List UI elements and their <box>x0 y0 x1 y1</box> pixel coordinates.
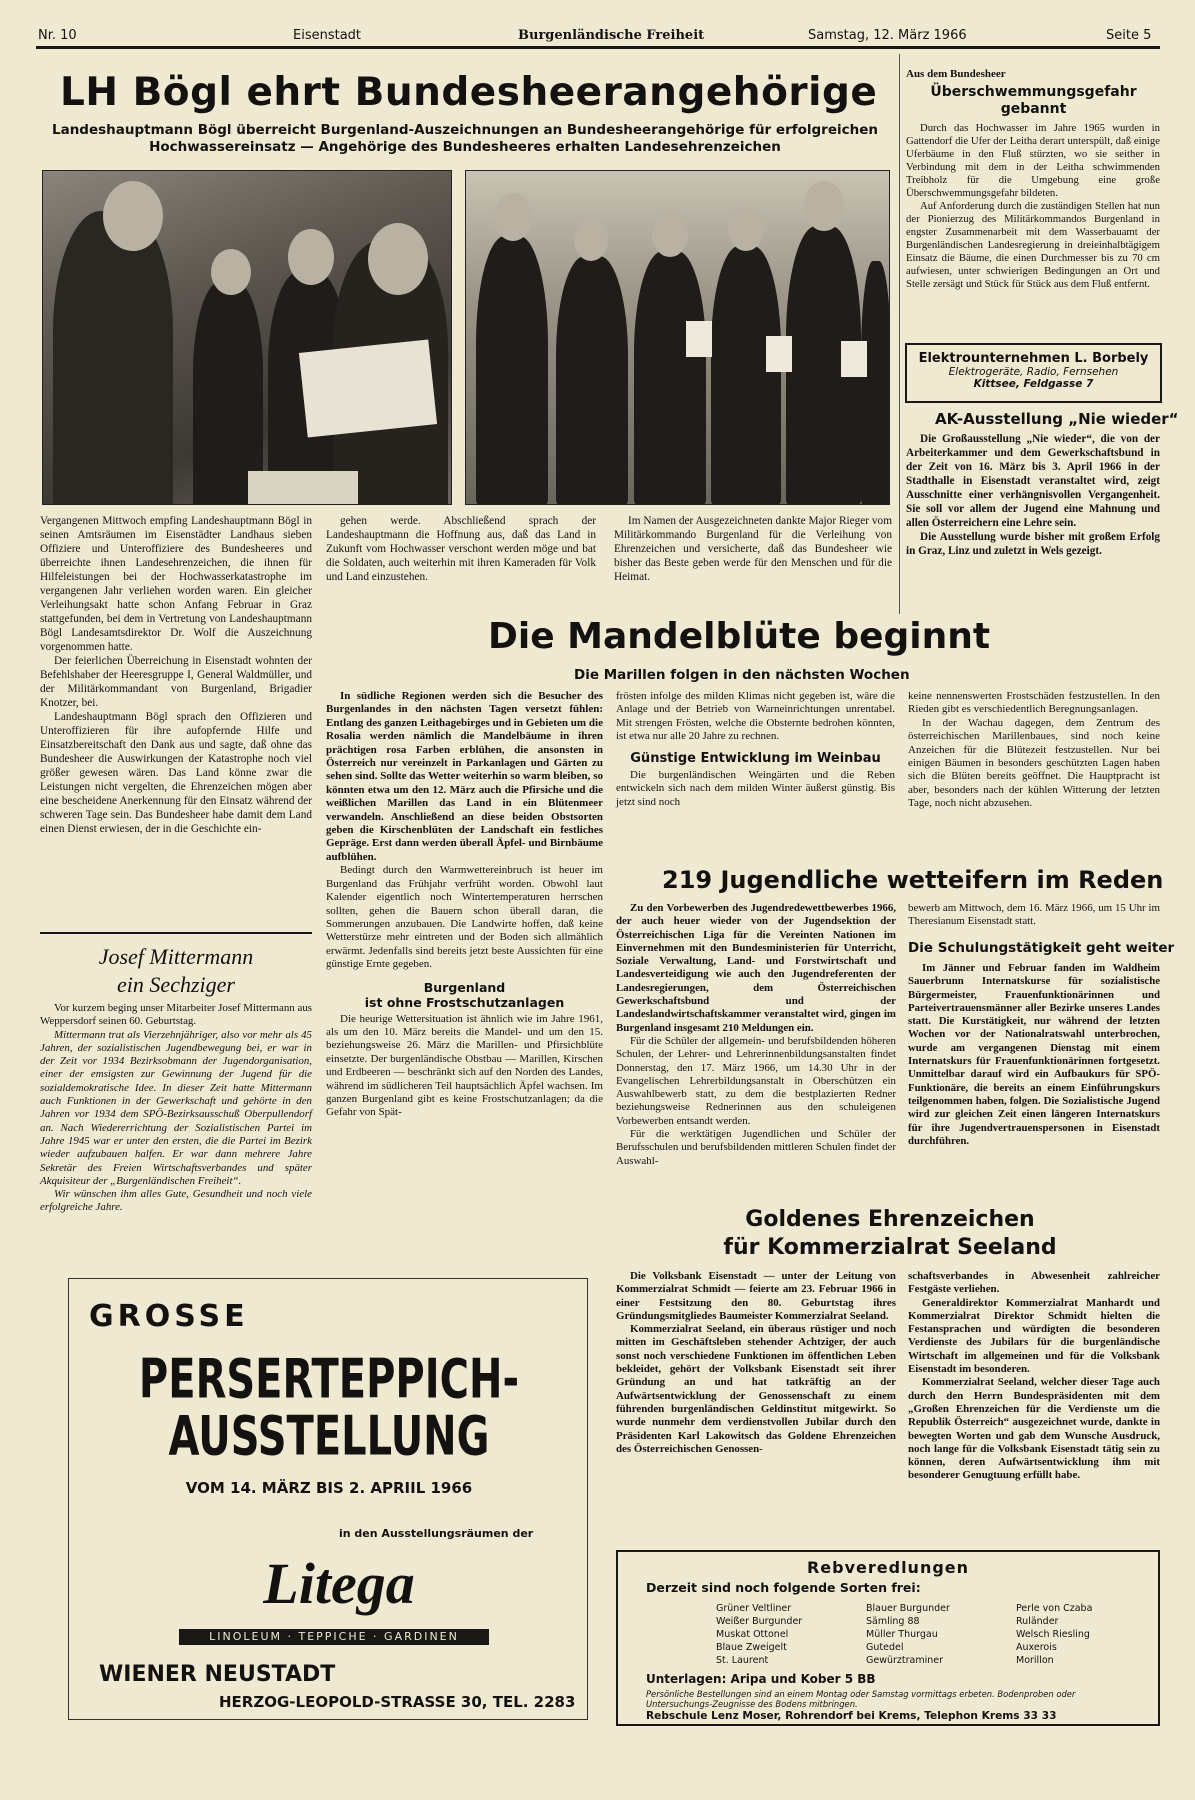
jugend-para: Für die werktätigen Jugendlichen und Schüler der Berufsschulen und berufsbildenden mittleren Schulen findet der Auswahl- <box>616 1128 896 1167</box>
seeland-para: Generaldirektor Kommerzialrat Manhardt und Kommerzialrat Direktor Schmidt hielten die Festansprachen und würdigten die besonderen Verdienste des Jubilars für die burgenländische Wirtschaft im allgemeinen und für die Volksbank Eisenstadt im besonderen. <box>908 1296 1160 1376</box>
ak-title: AK-Ausstellung „Nie wieder“ <box>935 410 1179 428</box>
mittermann-text <box>40 1002 312 1215</box>
mittermann-p3: Wir wünschen ihm alles Gute, Gesundheit und noch viele erfolgreiche Jahre. <box>40 1188 312 1214</box>
borbely-line1: Elektrogeräte, Radio, Fernsehen <box>948 366 1119 378</box>
ak-paragraph: Die Ausstellung wurde bisher mit großem Erfolg in Graz, Linz und zuletzt in Wels gezeigt. <box>906 531 1160 557</box>
reb-contact: Rebschule Lenz Moser, Rohrendorf bei Krems, Telephon Krems 33 33 <box>646 1710 1057 1722</box>
mandel-para: frösten infolge des milden Klimas nicht gegeben ist, wäre die Anlage und der Betrieb von Warneinrichtungen unrentabel. Mit strengen Frösten, welche die Obsternte bedrohen könnten, ist etwa nur alle 20 Jahre zu rechnen. <box>616 690 895 743</box>
lead-paragraph: Vergangenen Mittwoch empfing Landeshauptmann Bögl in seinen Amtsräumen im Eisenstädter Landhaus sieben Offiziere und Unteroffiziere des Bundesheeres und überreichte ihnen Landesehrenzeichen, die ihnen für Hilfeleistungen bei der Hochwasserkatastrophe im vergangenen Jahr verliehen worden waren. Ein gleicher Verleihungsakt hatte schon Anfang Februar in Graz stattgefunden, bei dem in Vertretung von Landeshauptmann Bögl Landesamtsdirektor Dr. Wolf die Auszeichnung vorgenommen hatte. <box>40 515 312 653</box>
ak-paragraph: Die Großausstellung „Nie wieder“, die von der Arbeiterkammer und dem Gewerkschaftsbund in der Zeit von 16. März bis 3. April 1966 in der Stadthalle in Eisenstadt veranstaltet wird, zeigt Ausschnitte einer verhängnisvollen Vergangenheit. Sie soll vor allem der Jugend eine Mahnung und allen Österreichern eine Lehre sein. <box>906 433 1160 529</box>
mandel-col-3 <box>908 690 1160 811</box>
reb-sort: Perle von Czaba <box>1016 1603 1093 1614</box>
reb-sort: Blaue Zweigelt <box>716 1642 787 1653</box>
ad-rebveredlungen <box>616 1550 1160 1726</box>
reb-sort: Müller Thurgau <box>866 1629 938 1640</box>
reb-title: Rebveredlungen <box>806 1558 970 1577</box>
mandel-headline: Die Mandelblüte beginnt <box>488 616 991 657</box>
mandel-col-2 <box>616 690 895 809</box>
mittermann-p1: Vor kurzem beging unser Mitarbeiter Josef Mittermann aus Weppersdorf seinen 60. Geburtstag. <box>40 1002 312 1028</box>
reb-sort: Gutedel <box>866 1642 904 1653</box>
jugend-headline: 219 Jugendliche wetteifern im Reden <box>662 866 1164 894</box>
flood-title: Überschwemmungsgefahr gebannt <box>930 84 1137 117</box>
lead-column-3: Im Namen der Ausgezeichneten dankte Major Rieger vom Militärkommando Burgenland für die Verleihung von Ehrenzeichen und versicherte, daß das Bundesheer wie bisher das Beste geben werde für den Menschen und für die Heimat. <box>614 515 892 583</box>
mandel-subhead: Die Marillen folgen in den nächsten Wochen <box>574 667 910 683</box>
photo-officers-lineup <box>465 170 890 505</box>
schulung-title: Die Schulungstätigkeit geht weiter <box>908 940 1175 956</box>
teppich-l3: AUSSTELLUNG <box>168 1406 490 1469</box>
mandel-para: Die burgenländischen Weingärten und die Reben entwickeln sich nach dem milden Winter äußerst günstig. Bis jetzt sind noch <box>616 769 895 808</box>
schulung-text: Im Jänner und Februar fanden im Waldheim Sauerbrunn Internatskurse für sozialistische Bürgermeister, Frauenfunktionärinnen und Parteivertrauensmänner aller Bezirke unseres Landes statt. Die Kurstätigkeit, nur während der letzten Wochen vor der Nationalratswahl unterbrochen, wurde am vergangenen Dienstag mit einem Internatskurs für Frauenfunktionärinnen fortgesetzt. Unmittelbar darauf wird ein Aufbaukurs für SPÖ-Funktionäre, die bereits an einem Einführungskurs teilgenommen haben, folgen. Die Sozialistische Jugend wird zur gleichen Zeit einen längeren Internatskurs für ihre Jugendvertrauenspersonen in Eisenstadt durchführen. <box>908 962 1160 1147</box>
seeland-col-2 <box>908 1270 1160 1483</box>
photo-award-ceremony <box>42 170 452 505</box>
reb-col-2 <box>866 1602 950 1667</box>
ad-perserteppich <box>68 1278 588 1720</box>
flood-paragraph: Auf Anforderung durch die zuständigen Stellen hat nun der Pionierzug des Militärkommandos Burgenland in engster Zusammenarbeit mit dem Wasserbauamt der Burgenländischen Landesregierung in dreieinhalbtägigem Einsatz die Bäume, die einen Durchmesser bis zu 70 cm aufwiesen, unter schwierigen Bedingungen an Ort und Stelle zersägt und Stück für Stück aus dem Fluß entfernt. <box>906 200 1160 290</box>
mittermann-title-1: Josef Mittermann <box>98 944 254 969</box>
seeland-headline-1: Goldenes Ehrenzeichen <box>745 1207 1035 1232</box>
mandel-para: In der Wachau dagegen, dem Zentrum des österreichischen Marillenbaues, sind noch keine Anzeichen für die Blütezeit festzustellen. Nur bei einigen Bäumen in besonders geschützten Lagen haben sich die Blüten bereits geöffnet. Die Hauptpracht ist aber, besonders nach der kühlen Witterung der letzten Tage, noch nicht abzusehen. <box>908 716 1160 810</box>
reb-sort: Ruländer <box>1016 1616 1059 1627</box>
lead-paragraph: Landeshauptmann Bögl sprach den Offizieren und Unteroffizieren für ihre aufopfernde Hilfe und Einsatzbereitschaft den Dank aus und sagte, daß ohne das Bundesheer die Auswirkungen der Katastrophe noch viel größer gewesen wären. Das Land könne zwar die Leistungen nicht vergelten, die Ehrenzeichen mögen aber eine bescheidene Anerkennung für den Einsatz während der schweren Tage sein. Das Bundesheer habe damit dem Land einen Dienst erwiesen, der in die Geschichte ein- <box>40 711 312 835</box>
lead-paragraph: Der feierlichen Überreichung in Eisenstadt wohnten der Befehlshaber der Heeresgruppe I, General Waldmüller, und der Militärkommandant von Burgenland, Brigadier Knotzer, bei. <box>40 655 312 709</box>
reb-col-3 <box>1016 1602 1092 1667</box>
teppich-l5: in den Ausstellungsräumen der <box>339 1527 534 1540</box>
teppich-city: WIENER NEUSTADT <box>99 1662 336 1687</box>
lead-column-2: gehen werde. Abschließend sprach der Landeshauptmann die Hoffnung aus, daß das Land in Zukunft vom Hochwasser verschont werden möge und bat die Soldaten, auch weiterhin mit ihren Kameraden für Volk und Land einzustehen. <box>326 515 596 583</box>
mandel-para: keine nennenswerten Frostschäden festzustellen. In den Rieden gibt es verschiedentlich Beregnungsanlagen. <box>908 690 1160 716</box>
flood-paragraph: Durch das Hochwasser im Jahre 1965 wurden in Gattendorf die Ufer der Leitha derart unterspült, daß einige Uferbäume in den Fluß stürzten, wo sie seither in Verbindung mit dem in der Leitha schwimmenden Treibholz für die Umgebung eine große Überschwemmungsgefahr bildeten. <box>906 122 1160 199</box>
ak-text <box>906 432 1160 558</box>
header-rule <box>36 46 1160 49</box>
reb-sort: Sämling 88 <box>866 1616 920 1627</box>
lead-column-1 <box>40 514 312 836</box>
seeland-col-1 <box>616 1270 896 1456</box>
seeland-para: Kommerzialrat Seeland, ein überaus rüstiger und noch mitten im Geschäftsleben stehender Achtziger, der auch sonst noch verschiedene Funktionen im öffentlichen Leben bekleidet, gehört der Volksbank Eisenstadt seit ihrer Gründung an und hat tatkräftig an der Aufwärtsentwicklung der Genossenschaft zu einem führenden burgenländischen Geldinstitut mitgewirkt. So wurde nunmehr dem verdienstvollen Jubilar durch den Präsidenten Karl Lakowitsch das Goldene Ehrenzeichen des Österreichischen Genossen- <box>616 1323 896 1455</box>
column-rule <box>899 54 900 614</box>
lead-headline: LH Bögl ehrt Bundesheerangehörige <box>60 70 878 115</box>
jugend-para: Für die Schüler der allgemein- und berufsbildenden höheren Schulen, der Lehrer- und Lehrerinnenbildungsanstalten findet Donnerstag, den 17. März 1966, um 14.30 Uhr in der Evangelischen Lehrerbildungsanstalt in Oberschützen ein Auswahlbewerb statt, zu dem die bestplazierten Redner beziehungsweise Rednerinnen aus den schuleigenen Vorbewerben entsandt werden. <box>616 1034 896 1127</box>
reb-sort: Welsch Riesling <box>1016 1629 1090 1640</box>
reb-col-1 <box>716 1602 802 1667</box>
reb-sort: Weißer Burgunder <box>716 1616 803 1627</box>
reb-sort: Grüner Veltliner <box>716 1603 792 1614</box>
jugend-cont: bewerb am Mittwoch, dem 16. März 1966, um 15 Uhr im Theresianum Eisenstadt statt. <box>908 902 1160 928</box>
mandel-sub2a: Burgenland <box>423 979 506 995</box>
header-date: Samstag, 12. März 1966 <box>808 28 967 43</box>
masthead: Burgenländische Freiheit <box>518 28 705 43</box>
teppich-l4: VOM 14. MÄRZ BIS 2. APRIIL 1966 <box>185 1479 473 1497</box>
mandel-para: Die heurige Wettersituation ist ähnlich wie im Jahre 1961, als um den 10. März bereits die Mandel- und um den 15. beziehungsweise 26. März die Marillen- und Pfirsichblüte einsetzte. Der burgenländische Obstbau — Marillen, Kirschen und Erdbeeren — beschränkt sich auf den Norden des Landes, während im südlicheren Teil hauptsächlich Äpfel wachsen. Im ganzen Burgenland gibt es keine Frostschutzanlagen; da die Gefahr von Spät- <box>326 1012 603 1119</box>
header-place: Eisenstadt <box>293 28 362 43</box>
borbely-line2: Kittsee, Feldgasse 7 <box>973 378 1094 390</box>
teppich-l2: PERSERTEPPICH- <box>138 1349 520 1412</box>
reb-sort: Muskat Ottonel <box>716 1629 789 1640</box>
mittermann-title-2: ein Sechziger <box>117 972 235 997</box>
reb-note: Persönliche Bestellungen sind an einem Montag oder Samstag vormittags erbeten. Bodenproben oder Untersuchungs-Zeugnisse des Bodens mitbringen. <box>646 1689 1076 1709</box>
page-number: Seite 5 <box>1106 28 1152 43</box>
seeland-para: schaftsverbandes in Abwesenheit zahlreicher Festgäste verliehen. <box>908 1270 1160 1296</box>
rule-mittermann <box>40 932 312 934</box>
flood-kicker: Aus dem Bundesheer <box>906 68 1006 80</box>
jugend-lead: Zu den Vorbewerben des Jugendredewettbewerbes 1966, der auch heuer wieder von der Jugendsektion der Österreichischen Liga für die Vereinten Nationen im Einvernehmen mit den Bundesministerien für Unterricht, Soziale Verwaltung, Land- und Forstwirtschaft und Landesverteidigung wie auch den Jugendreferenten der Landesregierungen, dem Österreichischen Gewerkschaftsbund und der Landeslandwirtschaftskammer veranstaltet wird, gingen im Burgenland insgesamt 210 Meldungen ein. <box>616 902 896 1034</box>
teppich-addr: HERZOG-LEOPOLD-STRASSE 30, TEL. 2283 <box>219 1693 576 1711</box>
mandel-col-1 <box>326 690 603 1120</box>
reb-sort: Blauer Burgunder <box>866 1603 950 1614</box>
reb-sort: Morillon <box>1016 1655 1054 1666</box>
seeland-headline-2: für Kommerzialrat Seeland <box>723 1235 1057 1260</box>
issue-number: Nr. 10 <box>38 28 77 43</box>
ad-borbely <box>905 343 1162 403</box>
reb-sub: Derzeit sind noch folgende Sorten frei: <box>646 1580 921 1595</box>
borbely-name: Elektrounternehmen L. Borbely <box>918 351 1149 366</box>
lead-subhead: Landeshauptmann Bögl überreicht Burgenland-Auszeichnungen an Bundesheerangehörige für erfolgreichen Hochwassereinsatz — Angehörige des Bundesheeres erhalten Landesehrenzeichen <box>51 122 878 155</box>
mandel-sub2b: ist ohne Frostschutzanlagen <box>364 994 565 1010</box>
mandel-lead: In südliche Regionen werden sich die Besucher des Burgenlandes in den nächsten Tagen versetzt fühlen: Entlang des ganzen Leithagebirges und in Gebieten um die Rosalia werden nämlich die Mandelbäume in ihren prächtigen rosa Farben erblühen, die ansonsten in Österreich nur vereinzelt in Parkanlagen und Gärten zu sehen sind. Sollte das Wetter weiterhin so warm bleiben, so könnten etwa um den 12. März auch die Pfirsiche und die weißlichen Marillen das Land in ein Blütenmeer verwandeln. Anschließend an diese beiden Obstsorten geben die Kirschenblüten der Landschaft ein festliches Gepräge. Erst dann werden überall Äpfel- und Birnbäume aufblühen. <box>326 690 603 863</box>
jugend-text <box>616 902 896 1168</box>
flood-text <box>906 122 1160 291</box>
litega-logo: Litega <box>263 1551 415 1616</box>
reb-unterlagen: Unterlagen: Aripa und Kober 5 BB <box>646 1672 876 1686</box>
reb-sort: Gewürztraminer <box>866 1655 944 1666</box>
seeland-para: Die Volksbank Eisenstadt — unter der Leitung von Kommerzialrat Schmidt — feierte am 23. Februar 1966 in einer Festsitzung den 80. Geburtstag ihres Gründungsmitgliedes Baumeister Kommerzialrat Seeland. <box>616 1270 896 1322</box>
seeland-para: Kommerzialrat Seeland, welcher dieser Tage auch durch den Herrn Bundespräsidenten mit dem „Großen Ehrenzeichen für die Verdienste um die Republik Österreich“ ausgezeichnet wurde, dankte in bewegten Worten und gab dem Wunsche Ausdruck, noch lange für die Volksbank Eisenstadt tätig sein zu können, deren Aufwärtsentwicklung ihm mit besonderer Genugtuung erfüllt habe. <box>908 1376 1160 1482</box>
mittermann-p2: Mittermann trat als Vierzehnjähriger, also vor mehr als 45 Jahren, der sozialistischen Jugendbewegung bei, er war in der Zeit vor 1934 Bezirksobmann der Jugendorganisation, einer der emsigsten zur Gewinnung der Jugend für die sozialdemokratische Idee. In dieser Zeit hatte Mittermann auch Funktionen in der Gewerkschaft und gehörte in den Jahren vor 1934 dem SPÖ-Bezirksausschuß Oberpullendorf an. Nach Wiedererrichtung der Sozialistischen Partei im Jahre 1945 war er unter den ersten, die die Partei im Bezirk wieder aufzubauen halfen. Er war dann mehrere Jahre Sekretär des Freien Wirtschaftsverbandes und später Akquisiteur der „Burgenländischen Freiheit“. <box>40 1028 312 1187</box>
teppich-band: LINOLEUM · TEPPICHE · GARDINEN <box>179 1629 489 1645</box>
reb-sort: St. Laurent <box>716 1655 769 1666</box>
mandel-sub3: Günstige Entwicklung im Weinbau <box>630 750 881 766</box>
mandel-para: Bedingt durch den Warmwettereinbruch ist heuer im Burgenland das Frühjahr verfrüht worden. Obwohl laut Kalender eigentlich noch Wintertemperaturen herrschen sollten, gehen die Bauern schon überall daran, die Sommerungen anzubauen. Die Landwirte hoffen, daß keine Wetterstürze mehr eintreten und der Boden sich allmählich erwärmt. Jedenfalls sind bereits jetzt beste Aussichten für eine günstige Ernte gegeben. <box>326 864 603 971</box>
page-header <box>38 28 1158 46</box>
teppich-l1: GROSSE <box>89 1299 249 1334</box>
reb-sort: Auxerois <box>1016 1642 1057 1653</box>
